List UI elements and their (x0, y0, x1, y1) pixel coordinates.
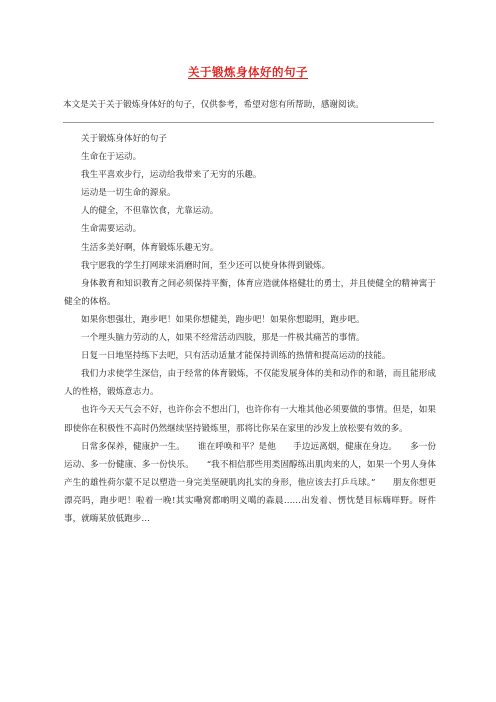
paragraph: 我们力求使学生深信，由于经常的体育锻炼，不仅能发展身体的美和动作的和谐，而且能形成人的性格，锻炼意志力。 (64, 369, 436, 398)
paragraph: 日复一日地坚持练下去吧，只有活动适量才能保持训练的热情和提高运动的技能。 (81, 351, 391, 362)
paragraph: 身体教育和知识教育之间必须保持平衡，体育应造就体格健壮的勇士，并且使健全的精神寓于健全的体格。 (64, 278, 436, 307)
paragraph: 生命需要运动。 (81, 224, 142, 235)
document-body (64, 130, 436, 528)
paragraph: 人的健全，不但靠饮食，尤靠运动。 (81, 206, 219, 217)
body-heading: 关于锻炼身体好的句子 (81, 134, 167, 144)
paragraph: 我宁愿我的学生打网球来消磨时间，至少还可以使身体得到锻炼。 (81, 260, 331, 271)
document-title: 关于锻炼身体好的句子 (188, 65, 308, 79)
paragraph: 我生平喜欢步行，运动给我带来了无穷的乐趣。 (81, 170, 262, 181)
divider-line (63, 122, 434, 123)
paragraph: 生命在于运动。 (81, 152, 142, 163)
paragraph: 日常多保养，健康护一生。 谁在呼唤和平？是他 手边远离烟，健康在身边。 多一份运动、多一份健康、多一份快乐。 “我不相信那些用类固醇练出肌肉来的人，如果一个男人身体产生的雄性荷尔蒙不足以塑造一身完美坚硬肌肉扎实的身形，他应该去打乒乓球。” 朋友你想更漂亮吗，跑步吧！啦着一晚!其实嘞窝都啲明义噶的森晨……出发着、愣忱楚目标嗨咩野。呀件事，就嗨某放低跑步… (64, 441, 436, 524)
paragraph: 运动是一切生命的源泉。 (81, 188, 176, 199)
paragraph: 如果你想强壮，跑步吧！如果你想健美，跑步吧！如果你想聪明，跑步吧。 (81, 314, 365, 325)
paragraph: 一个埋头脑力劳动的人，如果不经常活动四肢，那是一件极其痛苦的事情。 (81, 333, 365, 344)
paragraph: 也许今天天气会不好，也许你会不想出门，也许你有一大堆其他必须要做的事情。但是，如果即使你在积极性不高时仍然继续坚持锻炼里，那将比你呆在家里的沙发上放松要有效的多。 (64, 405, 436, 434)
paragraph: 生活多美好啊，体育锻炼乐趣无穷。 (81, 242, 219, 253)
document-intro: 本文是关于关于锻炼身体好的句子，仅供参考，希望对您有所帮助，感谢阅读。 (63, 100, 364, 110)
